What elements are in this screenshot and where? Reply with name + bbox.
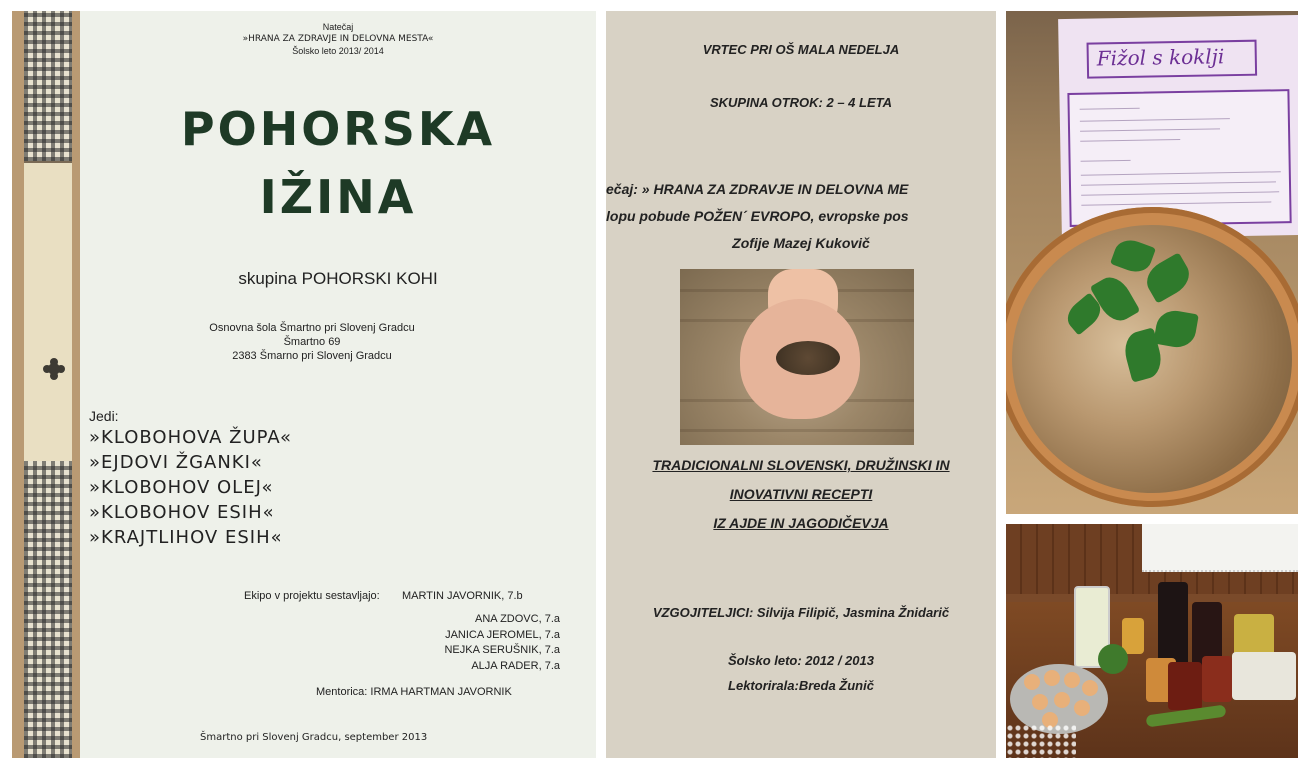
team-member: ALJA RADER, 7.a bbox=[471, 659, 560, 672]
checkered-fabric bbox=[24, 11, 72, 161]
dishes-label: Jedi: bbox=[89, 408, 119, 424]
preserves-table-photo bbox=[1006, 524, 1298, 758]
heading-line-1: TRADICIONALNI SLOVENSKI, DRUŽINSKI IN bbox=[652, 457, 950, 473]
lace-doily bbox=[1006, 724, 1076, 758]
person-line: Zofije Mazej Kukovič bbox=[732, 235, 870, 251]
teachers: VZGOJITELJICI: Silvija Filipič, Jasmina Žnidarič bbox=[652, 605, 950, 620]
melon bbox=[1098, 644, 1128, 674]
buckwheat-seeds bbox=[776, 341, 840, 375]
buckwheat-bag bbox=[1232, 652, 1296, 700]
kindergarten-name: VRTEC PRI OŠ MALA NEDELJA bbox=[702, 42, 900, 57]
team-members bbox=[410, 612, 560, 674]
team-label: Ekipo v projektu sestavljajo: bbox=[244, 590, 380, 602]
heading-line-3: IZ AJDE IN JAGODIČEVJA bbox=[713, 515, 889, 531]
contest-line: ečaj: » HRANA ZA ZDRAVJE IN DELOVNA ME bbox=[606, 181, 909, 197]
school-year: Šolsko leto: 2012 / 2013 bbox=[728, 653, 874, 668]
contest-label: Natečaj bbox=[322, 22, 354, 32]
proofreader: Lektorirala:Breda Žunič bbox=[728, 678, 874, 693]
plain-fabric bbox=[24, 161, 72, 465]
children-group: SKUPINA OTROK: 2 – 4 LETA bbox=[709, 95, 893, 110]
dish-item: »KLOBOHOVA ŽUPA« bbox=[89, 427, 293, 448]
pohorska-izina-cover bbox=[12, 11, 596, 758]
team-member: JANICA JEROMEL, 7.a bbox=[445, 628, 560, 641]
school-name: Osnovna šola Šmartno pri Slovenj Gradcu bbox=[209, 322, 415, 334]
checkered-fabric bbox=[24, 461, 72, 758]
peach bbox=[1054, 692, 1070, 708]
dishes-list bbox=[89, 425, 292, 550]
honey-jar bbox=[1122, 618, 1144, 654]
school-street: Šmartno 69 bbox=[283, 336, 341, 348]
peach bbox=[1082, 680, 1098, 696]
team-member: ANA ZDOVC, 7.a bbox=[475, 613, 560, 625]
recipe-card-title: Fižol s koklji bbox=[1087, 40, 1258, 79]
dish-item: »KLOBOHOV ESIH« bbox=[89, 502, 275, 523]
kindergarten-cover bbox=[606, 11, 996, 758]
heading-line-2: INOVATIVNI RECEPTI bbox=[729, 486, 873, 502]
peach bbox=[1024, 674, 1040, 690]
footer-place-date: Šmartno pri Slovenj Gradcu, september 2013 bbox=[200, 732, 428, 743]
mentor: Mentorica: IRMA HARTMAN JAVORNIK bbox=[316, 686, 512, 698]
title-line-2: IŽINA bbox=[259, 170, 417, 224]
peach bbox=[1074, 700, 1090, 716]
school-post: 2383 Šmarno pri Slovenj Gradcu bbox=[232, 350, 392, 362]
team-first-member: MARTIN JAVORNIK, 7.b bbox=[402, 590, 523, 602]
dish-item: »EJDOVI ŽGANKI« bbox=[89, 452, 263, 473]
title-line-1: POHORSKA bbox=[180, 102, 496, 156]
hands-with-buckwheat-photo bbox=[680, 269, 914, 445]
peach bbox=[1064, 672, 1080, 688]
jam-jar bbox=[1202, 656, 1232, 702]
initiative-line: lopu pobude POŽEN´ EVROPO, evropske pos bbox=[606, 208, 909, 224]
group-name: skupina POHORSKI KOHI bbox=[238, 269, 438, 288]
lace-curtain bbox=[1142, 524, 1298, 572]
bean-dish-photo bbox=[1006, 11, 1298, 514]
recipe-card bbox=[1058, 15, 1298, 239]
school-year: Šolsko leto 2013/ 2014 bbox=[292, 46, 384, 56]
flower-icon bbox=[48, 363, 60, 375]
peach bbox=[1032, 694, 1048, 710]
dish-item: »KRAJTLIHOV ESIH« bbox=[89, 527, 283, 548]
dish-item: »KLOBOHOV OLEJ« bbox=[89, 477, 274, 498]
jam-jar bbox=[1168, 662, 1202, 710]
contest-title: »HRANA ZA ZDRAVJE IN DELOVNA MESTA« bbox=[242, 34, 434, 44]
peach bbox=[1044, 670, 1060, 686]
team-member: NEJKA SERUŠNIK, 7.a bbox=[444, 644, 560, 656]
recipe-card-text-box bbox=[1067, 89, 1291, 227]
cover-page bbox=[80, 11, 596, 758]
